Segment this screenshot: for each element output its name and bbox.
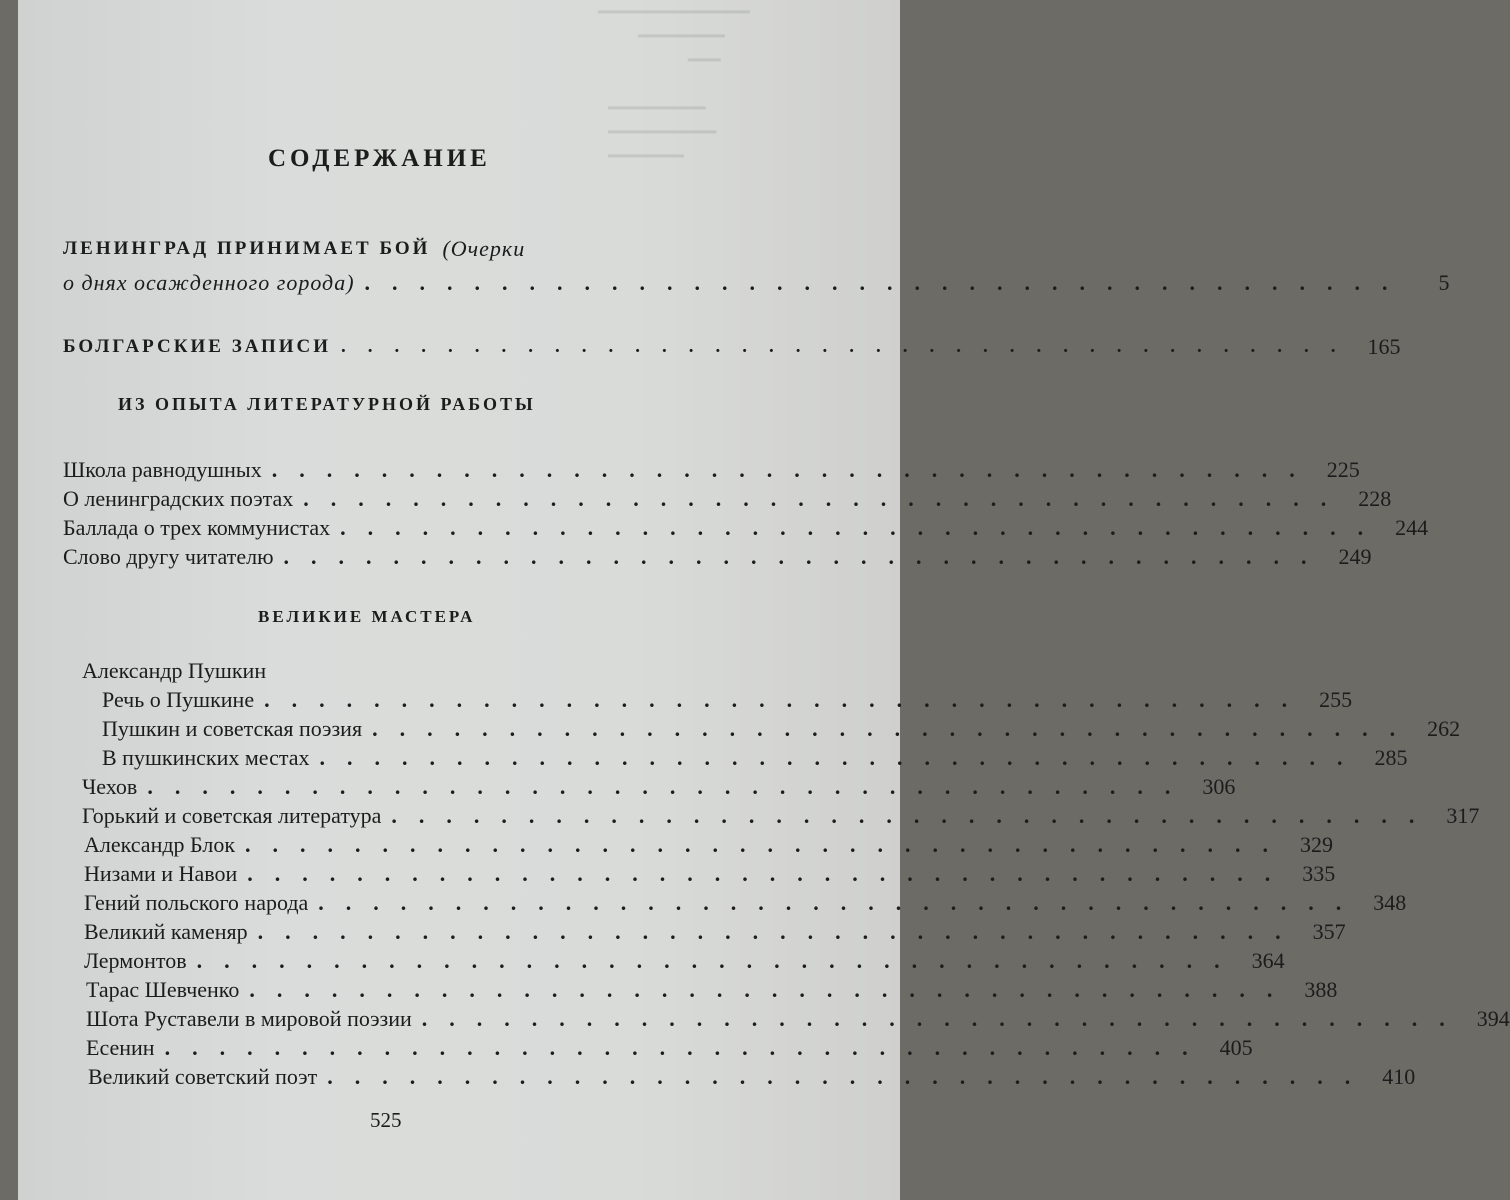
page-number-footer: 525 [370, 1108, 402, 1132]
bleed-through-text: ━━━━━━━━━━━━━━ ━━━━━━━━ ━━━ ━━━━━━━━━ ━━━━━━━━━━ ━━━━━━━ [598, 2, 750, 166]
toc-entry: Есенин ...................................... 405 [86, 1035, 1253, 1060]
dot-leader: ...................................... [341, 336, 1358, 357]
entry-subtitle: (Очерки [442, 236, 526, 261]
entry-subtitle: о днях осажденного города) [63, 270, 355, 295]
toc-entry: Лермонтов ...................................... 364 [84, 948, 1285, 973]
toc-title: СОДЕРЖАНИЕ [268, 145, 491, 172]
table-of-contents [18, 0, 1510, 1200]
page-number: 165 [1367, 334, 1401, 359]
toc-entry: О ленинградских поэтах ...................................... 228 [63, 486, 1392, 511]
book-page [18, 0, 1510, 1200]
toc-entry-part1 [63, 232, 705, 262]
toc-entry: Чехов ...................................... 306 [82, 774, 1236, 799]
toc-entry: Гений польского народа ...................................... 348 [84, 890, 1407, 915]
section-heading-experience: ИЗ ОПЫТА ЛИТЕРАТУРНОЙ РАБОТЫ [118, 394, 536, 414]
toc-entry: Великий каменяр ...................................... 357 [84, 919, 1346, 944]
toc-entry: Слово другу читателю ...................................... 249 [63, 544, 1372, 569]
toc-entry: Великий советский поэт ...................................... 410 [88, 1064, 1416, 1089]
toc-entry: Александр Блок ...................................... 329 [84, 832, 1334, 857]
toc-entry: Баллада о трех коммунистах ...................................... 244 [63, 515, 1429, 540]
section-heading-masters: ВЕЛИКИЕ МАСТЕРА [258, 607, 476, 626]
entry-title: ЛЕНИНГРАД ПРИНИМАЕТ БОЙ [63, 238, 431, 259]
toc-entry-part1-continued [63, 266, 1450, 296]
toc-entry: Тарас Шевченко ...................................... 388 [86, 977, 1338, 1002]
toc-entry: Школа равнодушных ...................................... 225 [63, 457, 1360, 482]
page-number: 5 [1438, 270, 1450, 295]
toc-group-title: Александр Пушкин [82, 658, 267, 683]
toc-entry: Низами и Навои ...................................... 335 [84, 861, 1336, 886]
toc-sub-entry: В пушкинских местах ...................................... 285 [102, 745, 1408, 770]
dot-leader: ...................................... [364, 270, 1410, 295]
toc-entry: Шота Руставели в мировой поэзии ...................................... 394 [86, 1006, 1510, 1031]
toc-sub-entry: Речь о Пушкине ...................................... 255 [102, 687, 1353, 712]
toc-sub-entry: Пушкин и советская поэзия ...................................... 262 [102, 716, 1461, 741]
toc-entry-part2 [63, 330, 1401, 360]
entry-title: БОЛГАРСКИЕ ЗАПИСИ [63, 336, 332, 357]
toc-entry: Горький и советская литература ...................................... 317 [82, 803, 1480, 828]
